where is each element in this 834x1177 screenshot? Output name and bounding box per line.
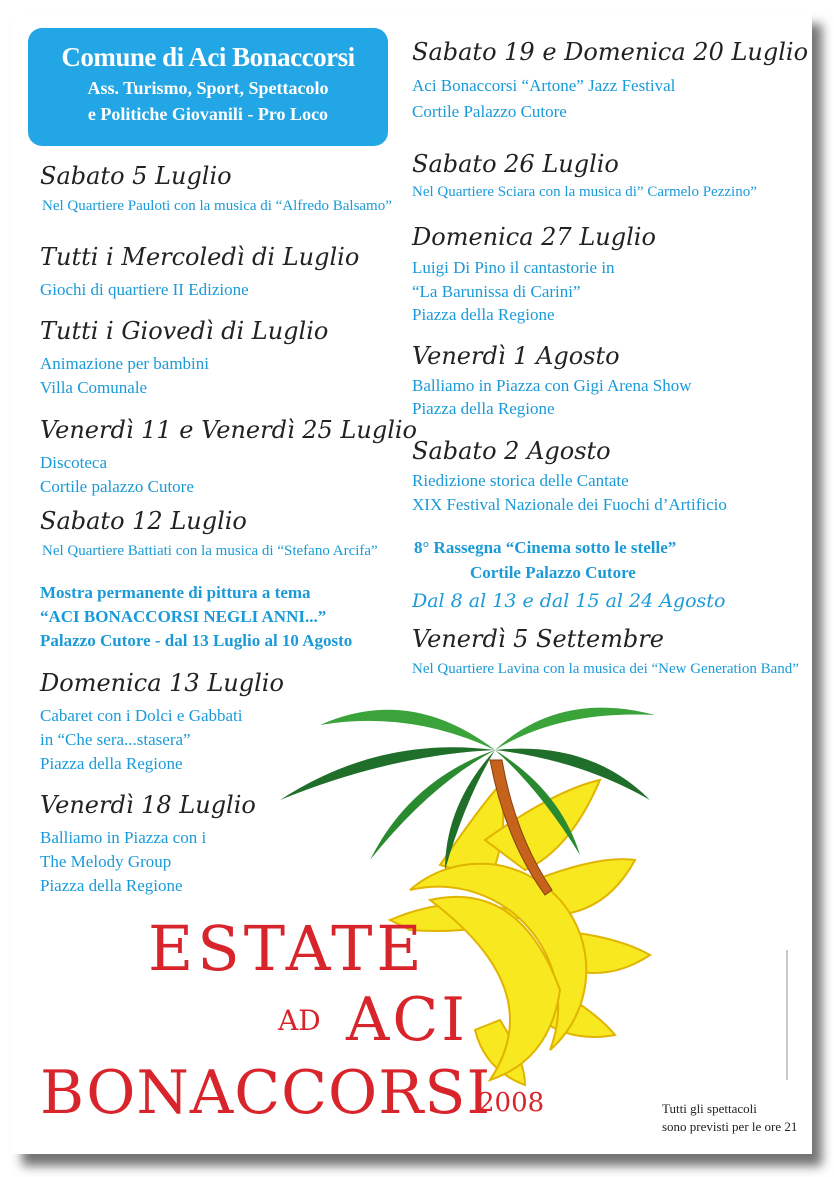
event-detail: The Melody Group: [40, 852, 172, 871]
event-detail: Nel Quartiere Sciara con la musica di” Carmelo Pezzino”: [412, 184, 757, 200]
event-detail: Nel Quartiere Lavina con la musica dei “New Generation Band”: [412, 661, 799, 677]
title-estate: ESTATE: [148, 912, 426, 985]
event-detail: “La Barunissa di Carini”: [412, 282, 581, 301]
event-detail: Aci Bonaccorsi “Artone” Jazz Festival: [412, 76, 676, 95]
event-heading: Sabato 2 Agosto: [412, 437, 611, 465]
header-subtitle-2: e Politiche Giovanili - Pro Loco: [87, 104, 329, 124]
header-subtitle-1: Ass. Turismo, Sport, Spettacolo: [87, 78, 329, 98]
event-heading: Venerdì 1 Agosto: [412, 342, 620, 370]
event-heading: Venerdì 18 Luglio: [40, 791, 256, 819]
event-detail: Discoteca: [40, 453, 108, 472]
cinema-line: 8° Rassegna “Cinema sotto le stelle”: [414, 538, 677, 557]
palm-sun-illustration: [260, 690, 730, 1090]
event-detail: Balliamo in Piazza con i: [40, 828, 207, 847]
event-heading: Venerdì 11 e Venerdì 25 Luglio: [40, 416, 417, 444]
event-heading: Domenica 27 Luglio: [412, 223, 656, 251]
event-detail: Cortile Palazzo Cutore: [412, 102, 567, 121]
event-detail: Riedizione storica delle Cantate: [412, 471, 629, 490]
event-detail: Piazza della Regione: [412, 305, 555, 324]
footer-line-1: Tutti gli spettacoli: [662, 1101, 757, 1116]
event-detail: Villa Comunale: [40, 378, 148, 397]
event-detail: Cortile palazzo Cutore: [40, 477, 194, 496]
event-heading: Sabato 12 Luglio: [40, 507, 247, 535]
title-year: 2008: [478, 1088, 545, 1118]
event-heading: Tutti i Mercoledì di Luglio: [40, 243, 360, 271]
event-detail: Giochi di quartiere II Edizione: [40, 280, 249, 299]
printer-imprint: [786, 950, 798, 1080]
event-detail: Balliamo in Piazza con Gigi Arena Show: [412, 376, 692, 395]
event-heading: Venerdì 5 Settembre: [412, 625, 664, 653]
header-title: Comune di Aci Bonaccorsi: [61, 42, 355, 72]
footer-line-2: sono previsti per le ore 21: [662, 1119, 798, 1134]
title-bonaccorsi: BONACCORSI: [40, 1058, 492, 1128]
mostra-line: “ACI BONACCORSI NEGLI ANNI...”: [40, 607, 327, 626]
header-box: [28, 28, 388, 146]
event-detail: Piazza della Regione: [40, 876, 183, 895]
event-detail: Luigi Di Pino il cantastorie in: [412, 258, 615, 277]
event-heading: Sabato 5 Luglio: [40, 162, 232, 190]
event-detail: in “Che sera...stasera”: [40, 730, 191, 749]
event-heading: Domenica 13 Luglio: [40, 669, 284, 697]
title-aci: ACI: [346, 985, 468, 1055]
cinema-line: Cortile Palazzo Cutore: [470, 563, 636, 582]
cinema-dates: Dal 8 al 13 e dal 15 al 24 Agosto: [412, 590, 726, 612]
event-detail: Nel Quartiere Pauloti con la musica di “Alfredo Balsamo”: [42, 198, 392, 214]
event-detail: Piazza della Regione: [40, 754, 183, 773]
event-detail: Cabaret con i Dolci e Gabbati: [40, 706, 243, 725]
event-heading: Tutti i Giovedì di Luglio: [40, 317, 329, 345]
event-detail: XIX Festival Nazionale dei Fuochi d’Artificio: [412, 495, 727, 514]
event-heading: Sabato 19 e Domenica 20 Luglio: [412, 38, 809, 66]
event-heading: Sabato 26 Luglio: [412, 150, 619, 178]
event-detail: Nel Quartiere Battiati con la musica di “Stefano Arcifa”: [42, 543, 378, 559]
mostra-line: Mostra permanente di pittura a tema: [40, 583, 311, 602]
title-ad: AD: [278, 1004, 321, 1037]
mostra-line: Palazzo Cutore - dal 13 Luglio al 10 Agosto: [40, 631, 353, 650]
event-detail: Animazione per bambini: [40, 354, 210, 373]
event-detail: Piazza della Regione: [412, 399, 555, 418]
footer-note: [662, 1100, 797, 1136]
